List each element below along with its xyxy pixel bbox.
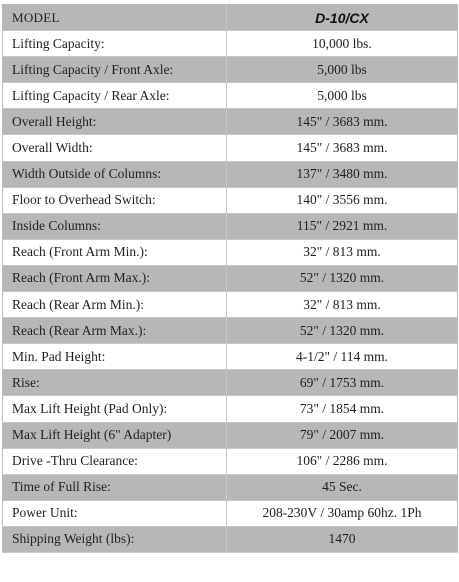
spec-value: 140" / 3556 mm. <box>227 187 458 213</box>
spec-row <box>3 31 458 57</box>
spec-row <box>3 526 458 552</box>
spec-row <box>3 396 458 422</box>
spec-row <box>3 344 458 370</box>
spec-label: Lifting Capacity / Front Axle: <box>3 57 227 83</box>
spec-value: 106" / 2286 mm. <box>227 448 458 474</box>
spec-label: Drive -Thru Clearance: <box>3 448 227 474</box>
spec-table <box>2 4 458 553</box>
spec-value: 4-1/2" / 114 mm. <box>227 344 458 370</box>
spec-row <box>3 135 458 161</box>
spec-value: 208-230V / 30amp 60hz. 1Ph <box>227 500 458 526</box>
spec-value: 32" / 813 mm. <box>227 239 458 265</box>
spec-value: 5,000 lbs <box>227 57 458 83</box>
spec-label: Rise: <box>3 370 227 396</box>
spec-label: Power Unit: <box>3 500 227 526</box>
spec-value: 52" / 1320 mm. <box>227 318 458 344</box>
spec-label: Reach (Rear Arm Min.): <box>3 292 227 318</box>
spec-label: Lifting Capacity / Rear Axle: <box>3 83 227 109</box>
spec-value: 145" / 3683 mm. <box>227 135 458 161</box>
spec-row <box>3 500 458 526</box>
spec-value: 79" / 2007 mm. <box>227 422 458 448</box>
spec-value: 45 Sec. <box>227 474 458 500</box>
spec-value: 73" / 1854 mm. <box>227 396 458 422</box>
spec-row <box>3 83 458 109</box>
spec-label: Floor to Overhead Switch: <box>3 187 227 213</box>
spec-label: Width Outside of Columns: <box>3 161 227 187</box>
spec-label: Time of Full Rise: <box>3 474 227 500</box>
spec-row <box>3 422 458 448</box>
spec-label: Reach (Front Arm Min.): <box>3 239 227 265</box>
spec-row <box>3 109 458 135</box>
spec-value: 145" / 3683 mm. <box>227 109 458 135</box>
spec-label: Reach (Front Arm Max.): <box>3 265 227 291</box>
spec-row <box>3 292 458 318</box>
spec-value: 115" / 2921 mm. <box>227 213 458 239</box>
spec-row <box>3 318 458 344</box>
spec-label: Max Lift Height (6" Adapter) <box>3 422 227 448</box>
spec-value: 1470 <box>227 526 458 552</box>
spec-row <box>3 239 458 265</box>
spec-value: 69" / 1753 mm. <box>227 370 458 396</box>
spec-label: Max Lift Height (Pad Only): <box>3 396 227 422</box>
spec-value: 10,000 lbs. <box>227 31 458 57</box>
model-label: MODEL <box>3 5 227 31</box>
spec-label: Reach (Rear Arm Max.): <box>3 318 227 344</box>
spec-label: Overall Height: <box>3 109 227 135</box>
spec-label: Overall Width: <box>3 135 227 161</box>
spec-value: 52" / 1320 mm. <box>227 265 458 291</box>
spec-value: 32" / 813 mm. <box>227 292 458 318</box>
spec-label: Inside Columns: <box>3 213 227 239</box>
model-value: D-10/CX <box>227 5 458 31</box>
spec-row <box>3 474 458 500</box>
spec-row <box>3 161 458 187</box>
spec-value: 5,000 lbs <box>227 83 458 109</box>
spec-row <box>3 370 458 396</box>
header-row <box>3 5 458 31</box>
spec-row <box>3 265 458 291</box>
spec-row <box>3 448 458 474</box>
spec-row <box>3 187 458 213</box>
spec-label: Shipping Weight (lbs): <box>3 526 227 552</box>
spec-label: Lifting Capacity: <box>3 31 227 57</box>
spec-label: Min. Pad Height: <box>3 344 227 370</box>
spec-table-body <box>3 5 458 553</box>
spec-row <box>3 57 458 83</box>
spec-row <box>3 213 458 239</box>
spec-value: 137" / 3480 mm. <box>227 161 458 187</box>
